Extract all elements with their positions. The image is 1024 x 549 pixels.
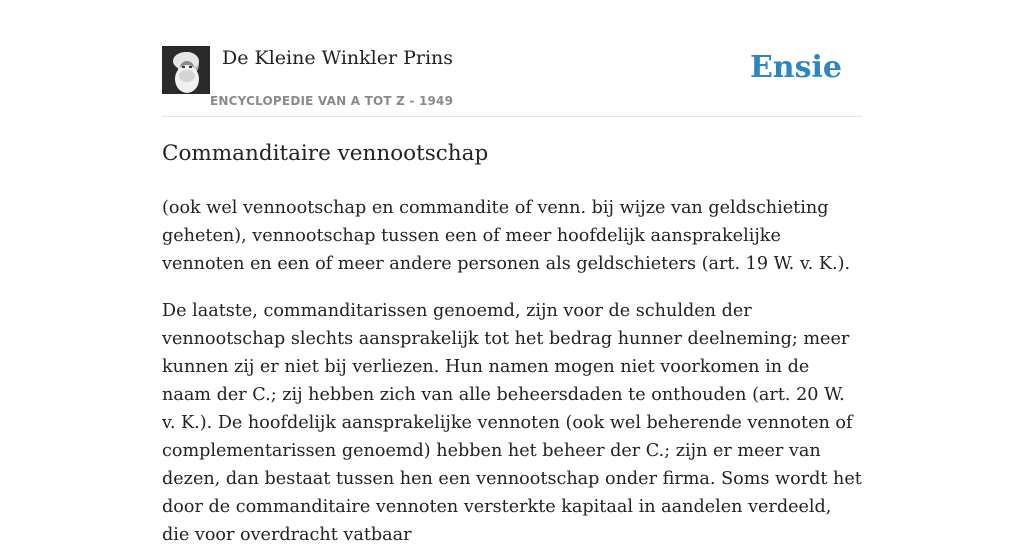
site-subtitle: ENCYCLOPEDIE VAN A TOT Z - 1949 [210, 94, 454, 108]
site-header [162, 46, 862, 117]
article-title: Commanditaire vennootschap [162, 141, 489, 166]
article [162, 138, 862, 549]
bearded-man-portrait-icon [162, 46, 210, 94]
site-title[interactable]: De Kleine Winkler Prins [222, 47, 454, 69]
ensie-logo[interactable]: Ensie [749, 50, 842, 85]
article-paragraph: (ook wel vennootschap en commandite of venn. bij wijze van geldschieting geheten), vennootschap tussen een of meer hoofdelijk aansprakelijke vennoten en een of meer andere personen als geldschieters (art. 19 W. v. K.). [162, 198, 851, 274]
article-paragraph: De laatste, commanditarissen genoemd, zijn voor de schulden der vennootschap slechts aansprakelijk tot het bedrag hunner deelneming; meer kunnen zij er niet bij verliezen. Hun namen mogen niet voorkomen in de naam der C.; zij hebben zich van alle beheersdaden te onthouden (art. 20 W. v. K.). De hoofdelijk aansprakelijke vennoten (ook wel beherende vennoten of complementarissen genoemd) hebben het beheer der C.; zijn er meer van dezen, dan bestaat tussen hen een vennootschap onder firma. Soms wordt het door de commanditaire vennoten versterkte kapitaal in aandelen verdeeld, die voor overdracht vatbaar [162, 301, 862, 545]
avatar[interactable] [162, 46, 210, 94]
